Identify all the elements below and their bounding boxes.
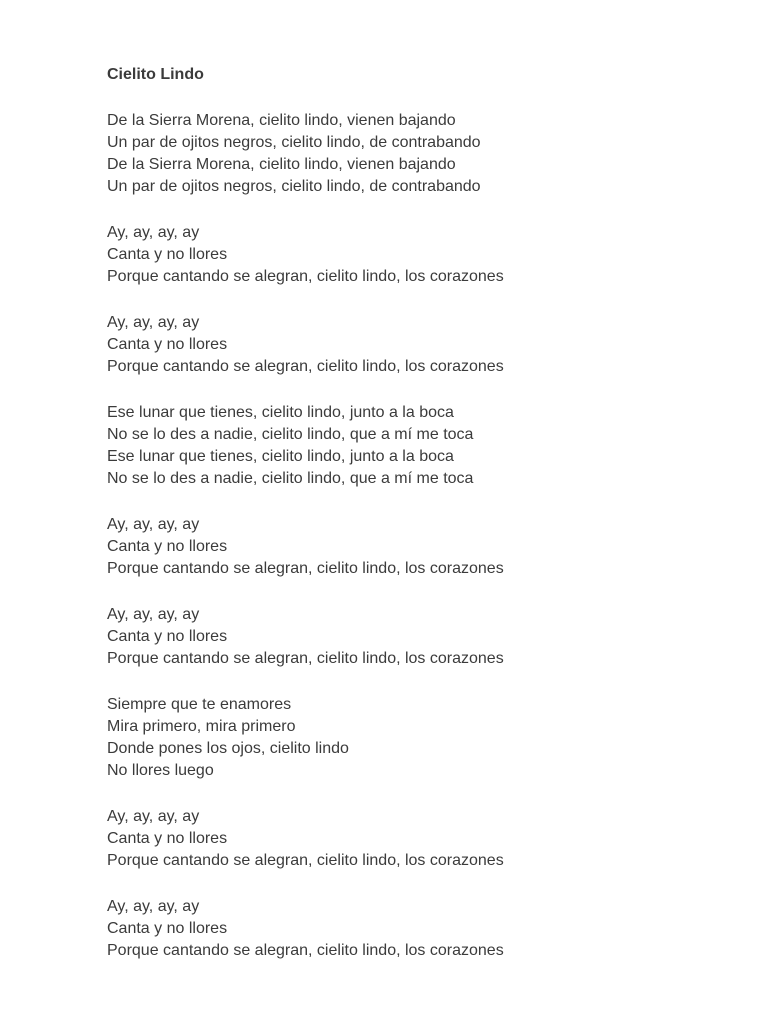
lyric-line: Mira primero, mira primero — [107, 718, 296, 735]
stanza — [107, 514, 727, 580]
lyric-line: Porque cantando se alegran, cielito lindo, los corazones — [107, 358, 504, 375]
lyric-line: No llores luego — [107, 762, 214, 779]
lyric-line: Canta y no llores — [107, 628, 228, 645]
document-title: Cielito Lindo — [107, 66, 204, 83]
lyric-line: Canta y no llores — [107, 538, 228, 555]
lyric-line: Porque cantando se alegran, cielito lindo, los corazones — [107, 560, 504, 577]
lyric-line: Ay, ay, ay, ay — [107, 516, 200, 533]
lyric-line: Siempre que te enamores — [107, 696, 292, 713]
lyric-line: Canta y no llores — [107, 830, 228, 847]
lyrics-body — [107, 110, 727, 962]
lyric-line: Ay, ay, ay, ay — [107, 314, 200, 331]
stanza — [107, 694, 727, 782]
lyric-line: Porque cantando se alegran, cielito lindo, los corazones — [107, 852, 504, 869]
stanza — [107, 896, 727, 962]
lyric-line: No se lo des a nadie, cielito lindo, que a mí me toca — [107, 426, 474, 443]
lyric-line: Porque cantando se alegran, cielito lindo, los corazones — [107, 268, 504, 285]
document-page — [107, 64, 727, 986]
lyric-line: Ese lunar que tienes, cielito lindo, junto a la boca — [107, 448, 454, 465]
stanza — [107, 110, 727, 198]
lyric-line: Un par de ojitos negros, cielito lindo, de contrabando — [107, 178, 481, 195]
lyric-line: Ese lunar que tienes, cielito lindo, junto a la boca — [107, 404, 454, 421]
lyric-line: Canta y no llores — [107, 336, 228, 353]
lyric-line: De la Sierra Morena, cielito lindo, vienen bajando — [107, 156, 456, 173]
lyric-line: Canta y no llores — [107, 246, 228, 263]
lyric-line: Canta y no llores — [107, 920, 228, 937]
stanza — [107, 312, 727, 378]
lyric-line: De la Sierra Morena, cielito lindo, vienen bajando — [107, 112, 456, 129]
lyric-line: Un par de ojitos negros, cielito lindo, de contrabando — [107, 134, 481, 151]
stanza — [107, 402, 727, 490]
lyric-line: Ay, ay, ay, ay — [107, 224, 200, 241]
lyric-line: Ay, ay, ay, ay — [107, 808, 200, 825]
lyric-line: Ay, ay, ay, ay — [107, 898, 200, 915]
stanza — [107, 604, 727, 670]
stanza — [107, 222, 727, 288]
lyric-line: Donde pones los ojos, cielito lindo — [107, 740, 349, 757]
lyric-line: No se lo des a nadie, cielito lindo, que a mí me toca — [107, 470, 474, 487]
lyric-line: Porque cantando se alegran, cielito lindo, los corazones — [107, 942, 504, 959]
lyric-line: Ay, ay, ay, ay — [107, 606, 200, 623]
lyric-line: Porque cantando se alegran, cielito lindo, los corazones — [107, 650, 504, 667]
stanza — [107, 806, 727, 872]
